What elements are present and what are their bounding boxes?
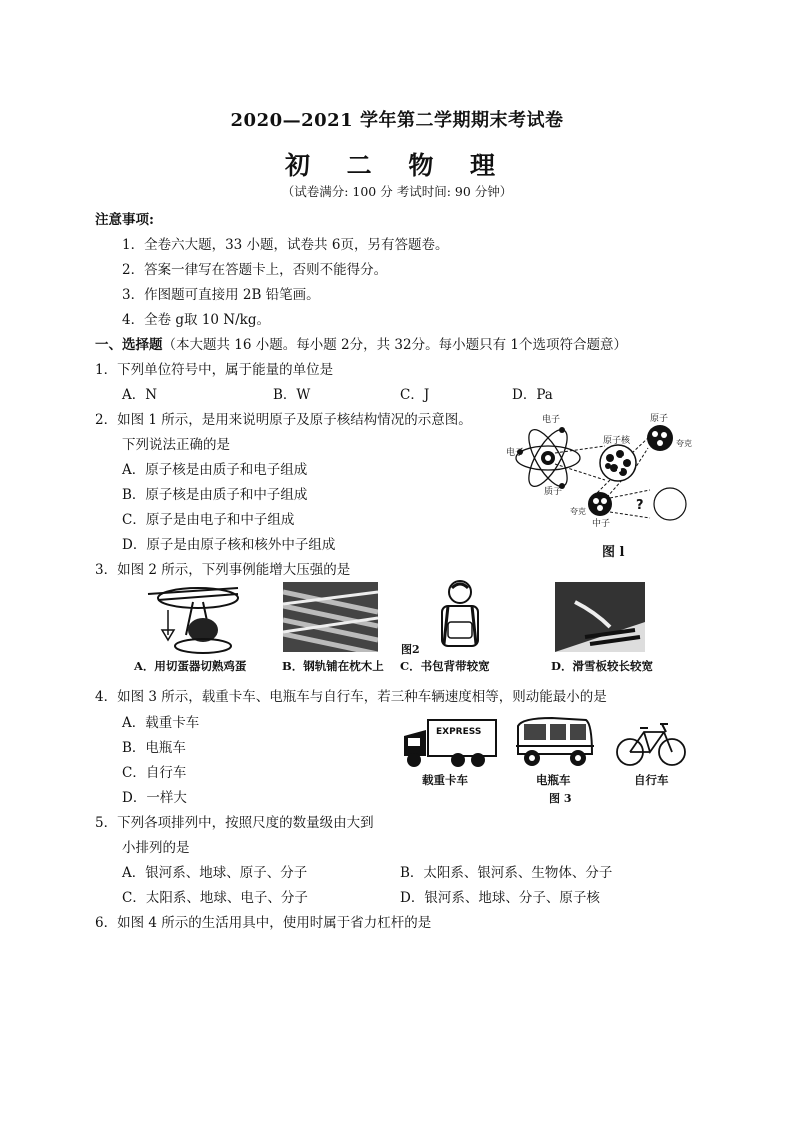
q3-caption-a: A．用切蛋器切熟鸡蛋: [134, 659, 247, 673]
q5-option-d: D．银河系、地球、分子、原子核: [400, 890, 600, 906]
q4-option-c: C．自行车: [122, 765, 187, 781]
note-item-1: 1．全卷六大题，33 小题，试卷共 6页，另有答题卷。: [122, 237, 449, 253]
bicycle-image: [614, 716, 688, 768]
q5-option-c: C．太阳系、地球、电子、分子: [122, 890, 308, 906]
q1-option-a: A．N: [122, 387, 158, 403]
exam-title: 2020—2021 学年第二学期期末考试卷: [230, 110, 564, 131]
note-item-3: 3．作图题可直接用 2B 铅笔画。: [122, 287, 320, 303]
q4-option-b: B．电瓶车: [122, 740, 186, 756]
q6-stem: 6．如图 4 所示的生活用具中，使用时属于省力杠杆的是: [95, 915, 432, 931]
truck-image: [400, 716, 500, 770]
q3-stem: 3．如图 2 所示，下列事例能增大压强的是: [95, 562, 351, 578]
q4-option-a: A．载重卡车: [122, 715, 200, 731]
figure-2-caption: 图2: [401, 643, 420, 656]
exam-info: （试卷满分: 100 分 考试时间: 90 分钟）: [281, 184, 513, 199]
label-quark-right: 夸克: [676, 439, 692, 448]
q4-option-d: D．一样大: [122, 790, 187, 806]
label-truck: 载重卡车: [422, 773, 468, 787]
label-bicycle: 自行车: [634, 773, 669, 787]
q1-option-d: D．Pa: [512, 387, 553, 403]
q1-option-b: B．W: [273, 387, 311, 403]
neutron-icon: [588, 492, 612, 516]
q3-caption-c: C．书包背带较宽: [400, 659, 490, 673]
figure-1-caption: 图 l: [602, 545, 625, 560]
q4-stem: 4．如图 3 所示，载重卡车、电瓶车与自行车，若三种车辆速度相等，则动能最小的是: [95, 689, 607, 705]
notes-heading: 注意事项:: [95, 212, 154, 228]
label-nucleus: 原子核: [603, 436, 631, 446]
label-proton: 质子: [544, 487, 563, 497]
q5-stem: 5．下列各项排列中，按照尺度的数量级由大到: [95, 815, 374, 831]
label-atom: 原子: [650, 414, 669, 424]
exam-subject: 初 二 物 理: [284, 151, 510, 180]
q2-option-a: A．原子核是由质子和电子组成: [122, 462, 308, 478]
q2-stem-2: 下列说法正确的是: [122, 437, 230, 453]
note-item-4: 4．全卷 g取 10 N/kg。: [122, 312, 270, 328]
note-item-2: 2．答案一律写在答题卡上，否则不能得分。: [122, 262, 388, 278]
label-neutron: 中子: [592, 519, 611, 529]
q3-caption-d: D．滑雪板较长较宽: [551, 659, 653, 673]
section1-header: [95, 333, 627, 353]
label-electron-left: 电子: [506, 448, 525, 458]
q1-stem: 1．下列单位符号中，属于能量的单位是: [95, 362, 334, 378]
proton-icon: [647, 425, 673, 451]
electric-car-image: [512, 714, 596, 770]
q3-caption-b: B．钢轨铺在枕木上: [282, 659, 384, 673]
q5-option-b: B．太阳系、银河系、生物体、分子: [400, 865, 613, 881]
truck-express-text: EXPRESS: [436, 727, 482, 737]
q2-stem: 2．如图 1 所示，是用来说明原子及原子核结构情况的示意图。: [95, 412, 472, 428]
label-electric-car: 电瓶车: [536, 773, 571, 787]
section1-heading: 一、选择题: [95, 337, 163, 353]
q1-option-c: C．J: [400, 387, 430, 403]
schoolbag-image: [430, 578, 490, 654]
q5-stem-2: 小排列的是: [122, 840, 190, 856]
label-electron-top: 电子: [542, 415, 561, 425]
rail-sleeper-image: [283, 582, 378, 652]
snowboard-image: [555, 582, 645, 652]
q5-option-a: A．银河系、地球、原子、分子: [122, 865, 308, 881]
egg-slicer-image: [138, 580, 243, 655]
q2-option-b: B．原子核是由质子和中子组成: [122, 487, 308, 503]
figure-3-caption: 图 3: [549, 792, 572, 805]
q2-option-c: C．原子是由电子和中子组成: [122, 512, 295, 528]
section1-desc: （本大题共 16 小题。每小题 2分，共 32分。每小题只有 1个选项符合题意）: [162, 337, 627, 353]
q2-option-d: D．原子是由原子核和核外中子组成: [122, 537, 336, 553]
label-quark-left: 夸克: [570, 507, 586, 516]
svg-text:?: ?: [636, 498, 644, 513]
